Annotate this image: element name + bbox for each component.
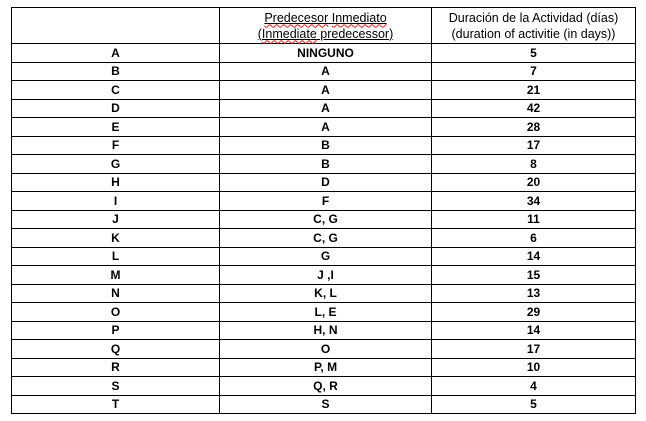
duration-cell: 17	[432, 340, 636, 359]
table-row	[12, 377, 636, 396]
table-row	[12, 229, 636, 248]
predecessor-cell: C, G	[220, 229, 432, 248]
duration-cell: 11	[432, 210, 636, 229]
duration-cell: 21	[432, 81, 636, 100]
predecessor-cell: A	[220, 62, 432, 81]
table-row	[12, 395, 636, 414]
table-row	[12, 358, 636, 377]
activity-cell: F	[12, 136, 220, 155]
header-activity	[12, 8, 220, 44]
predecessor-cell: J ,I	[220, 266, 432, 285]
predecessor-cell: NINGUNO	[220, 44, 432, 63]
predecessor-cell: A	[220, 118, 432, 137]
activity-cell: H	[12, 173, 220, 192]
predecessor-cell: P, M	[220, 358, 432, 377]
header-word: (	[257, 26, 262, 41]
activity-cell: D	[12, 99, 220, 118]
table-row	[12, 173, 636, 192]
predecessor-cell: C, G	[220, 210, 432, 229]
duration-cell: 7	[432, 62, 636, 81]
activity-cell: T	[12, 395, 220, 414]
activity-cell: K	[12, 229, 220, 248]
duration-cell: 34	[432, 192, 636, 211]
activity-cell: G	[12, 155, 220, 174]
header-word: Inmediate	[261, 26, 317, 41]
activity-cell: P	[12, 321, 220, 340]
table-row	[12, 81, 636, 100]
header-word: predecessor)	[316, 26, 394, 41]
duration-cell: 6	[432, 229, 636, 248]
table-row	[12, 210, 636, 229]
predecessor-cell: B	[220, 136, 432, 155]
activity-cell: I	[12, 192, 220, 211]
activity-cell: E	[12, 118, 220, 137]
table-row	[12, 303, 636, 322]
activity-cell: B	[12, 62, 220, 81]
duration-cell: 5	[432, 44, 636, 63]
header-predecessor-es	[264, 11, 386, 25]
activity-cell: J	[12, 210, 220, 229]
activity-cell: L	[12, 247, 220, 266]
duration-cell: 42	[432, 99, 636, 118]
table-row	[12, 284, 636, 303]
header-row	[12, 8, 636, 44]
table-row	[12, 136, 636, 155]
header-duration-es: Duración de la Actividad (días)	[448, 10, 619, 25]
duration-cell: 15	[432, 266, 636, 285]
table-row	[12, 266, 636, 285]
predecessor-cell: O	[220, 340, 432, 359]
header-duration-en: (duration of activitie (in days))	[451, 26, 616, 41]
activity-table	[11, 7, 636, 414]
duration-cell: 4	[432, 377, 636, 396]
header-predecessor-en	[258, 27, 394, 41]
duration-cell: 8	[432, 155, 636, 174]
table-row	[12, 118, 636, 137]
predecessor-cell: K, L	[220, 284, 432, 303]
predecessor-cell: F	[220, 192, 432, 211]
activity-cell: Q	[12, 340, 220, 359]
duration-cell: 10	[432, 358, 636, 377]
table-row	[12, 340, 636, 359]
duration-cell: 20	[432, 173, 636, 192]
predecessor-cell: A	[220, 81, 432, 100]
table-row	[12, 155, 636, 174]
duration-cell: 5	[432, 395, 636, 414]
predecessor-cell: G	[220, 247, 432, 266]
duration-cell: 17	[432, 136, 636, 155]
predecessor-cell: D	[220, 173, 432, 192]
predecessor-cell: Q, R	[220, 377, 432, 396]
predecessor-cell: S	[220, 395, 432, 414]
duration-cell: 28	[432, 118, 636, 137]
header-word: Inmediato	[331, 10, 387, 25]
duration-cell: 13	[432, 284, 636, 303]
predecessor-cell: B	[220, 155, 432, 174]
duration-cell: 29	[432, 303, 636, 322]
predecessor-cell: L, E	[220, 303, 432, 322]
activity-cell: C	[12, 81, 220, 100]
table-row	[12, 99, 636, 118]
header-duration	[432, 8, 636, 44]
table-row	[12, 247, 636, 266]
activity-cell: O	[12, 303, 220, 322]
activity-cell: N	[12, 284, 220, 303]
activity-cell: A	[12, 44, 220, 63]
table-row	[12, 192, 636, 211]
header-word: Predecesor	[264, 10, 329, 25]
table-row	[12, 44, 636, 63]
duration-cell: 14	[432, 321, 636, 340]
duration-cell: 14	[432, 247, 636, 266]
activity-cell: S	[12, 377, 220, 396]
header-predecessor	[220, 8, 432, 44]
table-row	[12, 62, 636, 81]
predecessor-cell: H, N	[220, 321, 432, 340]
predecessor-cell: A	[220, 99, 432, 118]
table-row	[12, 321, 636, 340]
activity-cell: M	[12, 266, 220, 285]
activity-cell: R	[12, 358, 220, 377]
